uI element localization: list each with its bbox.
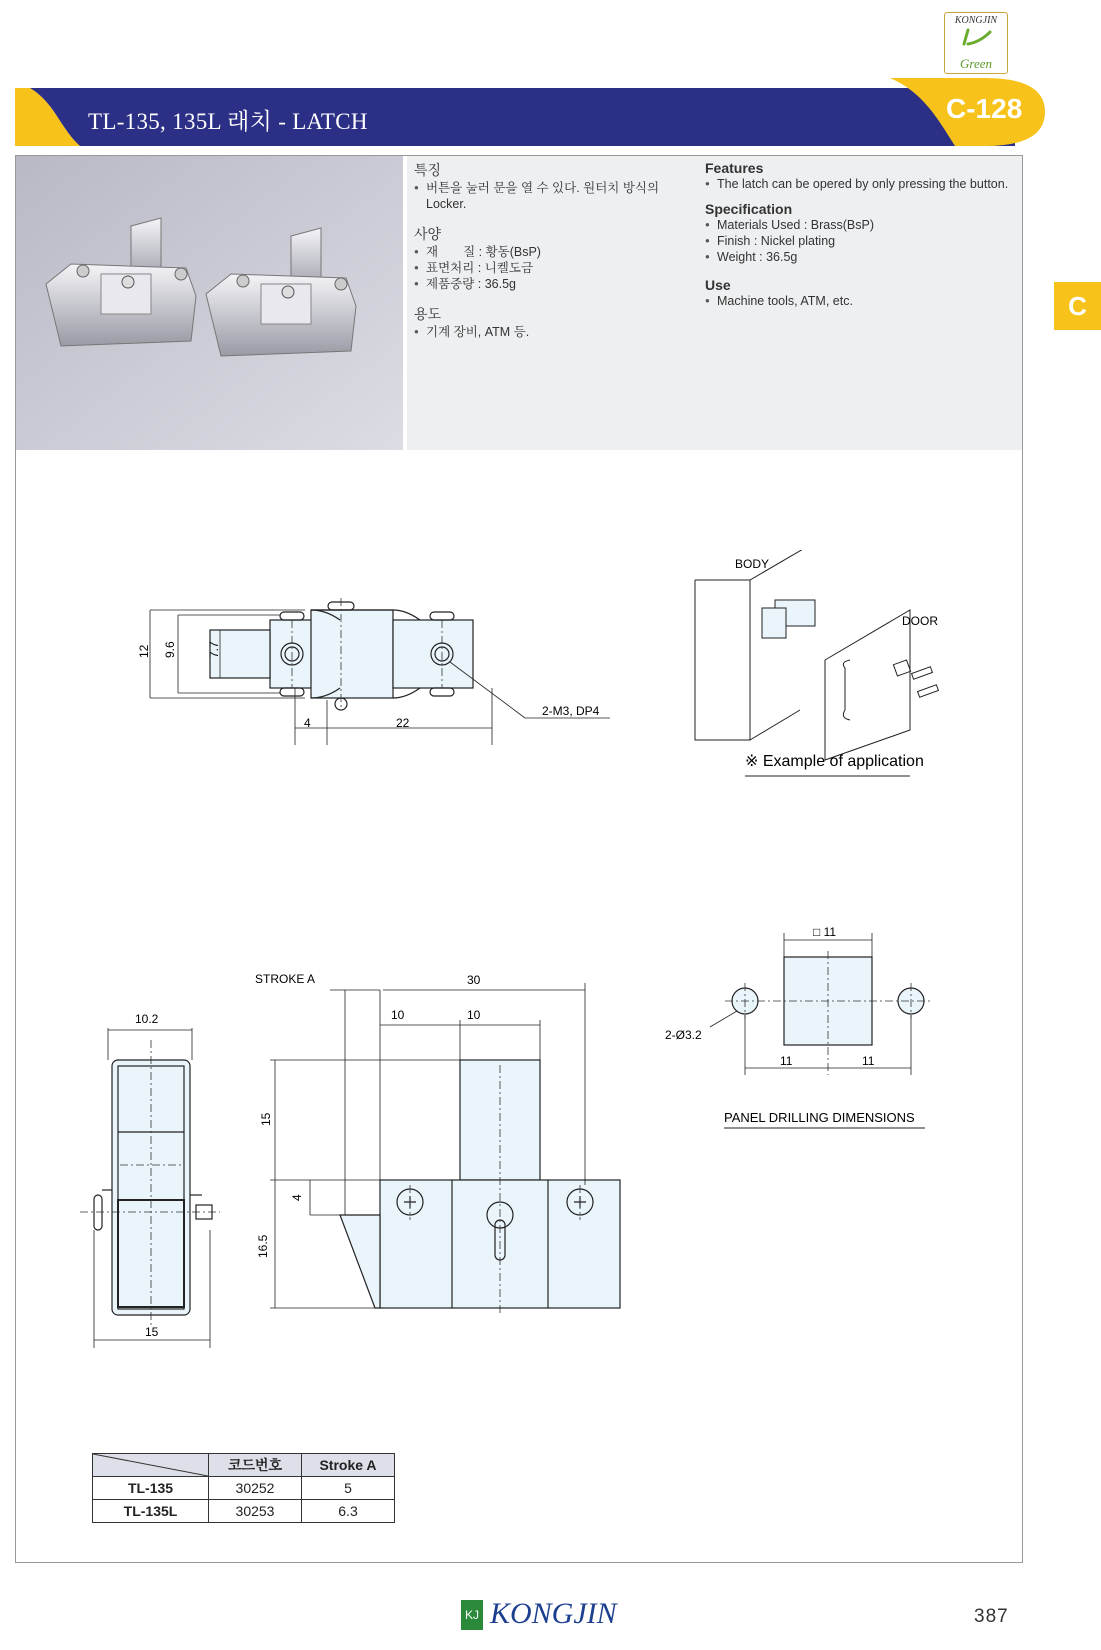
spec-en-weight: ● Weight : 36.5g (705, 249, 1023, 265)
dim-7-7-label: 7.7 (207, 641, 221, 658)
front-dim-30: 30 (467, 973, 481, 987)
panel-drilling-drawing (665, 915, 965, 1145)
english-info (705, 160, 1023, 309)
page-number: 387 (974, 1606, 1009, 1627)
table-row (93, 1477, 395, 1500)
front-dim-10a: 10 (391, 1008, 405, 1022)
kongjin-green-logo (944, 12, 1008, 74)
model-table (92, 1453, 395, 1523)
features-en-heading: Features (705, 160, 764, 176)
thread-label: 2-M3, DP4 (542, 704, 600, 718)
footer-brand: KONGJIN (490, 1597, 617, 1630)
side-dim-15: 15 (145, 1325, 159, 1339)
product-photo (16, 156, 403, 450)
use-en-item: ● Machine tools, ATM, etc. (705, 293, 1023, 309)
side-dim-10-2: 10.2 (135, 1012, 159, 1026)
panel-drilling-caption: PANEL DRILLING DIMENSIONS (724, 1110, 915, 1125)
leaf-icon (956, 26, 996, 48)
table-row (93, 1500, 395, 1523)
features-kr-item: ● 버튼을 눌러 문을 열 수 있다. 원터치 방식의 Locker. (414, 180, 696, 212)
front-dim-10b: 10 (467, 1008, 481, 1022)
front-dim-4: 4 (290, 1194, 304, 1201)
front-view-drawing (255, 965, 635, 1325)
row-model: TL-135 (93, 1477, 209, 1500)
features-kr-heading: 특징 (414, 162, 442, 178)
use-kr-heading: 용도 (414, 306, 442, 322)
drill-dim-11a: 11 (780, 1054, 793, 1068)
korean-info (414, 160, 696, 340)
row-code: 30253 (209, 1500, 302, 1523)
stroke-a-label: STROKE A (255, 972, 316, 986)
use-en-heading: Use (705, 277, 731, 293)
spec-kr-material: ● 재 질 : 황동(BsP) (414, 244, 696, 260)
application-example-drawing (690, 550, 970, 790)
use-kr-item: ● 기계 장비, ATM 등. (414, 324, 696, 340)
dim-22-label: 22 (396, 716, 410, 730)
application-caption: ※ Example of application (745, 753, 924, 770)
dim-12-label: 12 (137, 644, 151, 658)
header-stroke: Stroke A (302, 1454, 395, 1477)
latch-photo-illustration (16, 156, 403, 450)
dim-9-6-label: 9.6 (163, 641, 177, 658)
side-view-drawing (80, 1000, 240, 1360)
badge-brand: KONGJIN (954, 15, 998, 26)
drill-dim-11b: 11 (862, 1054, 875, 1068)
body-label: BODY (735, 557, 770, 571)
row-stroke: 5 (302, 1477, 395, 1500)
diagonal-line (93, 1454, 208, 1476)
spec-kr-heading: 사양 (414, 226, 442, 242)
kj-logo-mark: KJ (461, 1600, 483, 1630)
door-label: DOOR (902, 614, 938, 628)
front-dim-16-5: 16.5 (256, 1234, 270, 1258)
spec-kr-finish: ● 표면처리 : 니켈도금 (414, 260, 696, 276)
features-en-item: ● The latch can be opered by only pressing the button. (705, 176, 1023, 192)
page-title: TL-135, 135L 래치 - LATCH (88, 109, 368, 134)
row-stroke: 6.3 (302, 1500, 395, 1523)
row-code: 30252 (209, 1477, 302, 1500)
spec-en-material: ● Materials Used : Brass(BsP) (705, 217, 1023, 233)
spec-en-finish: ● Finish : Nickel plating (705, 233, 1023, 249)
square-11-label: □ 11 (813, 925, 837, 939)
spec-en-heading: Specification (705, 201, 793, 217)
page-code: C-128 (946, 93, 1023, 124)
front-dim-15: 15 (259, 1112, 273, 1126)
top-view-drawing (130, 580, 650, 780)
dim-4-label: 4 (304, 716, 311, 730)
section-tab: C (1054, 282, 1101, 330)
spec-kr-weight: ● 제품중량 : 36.5g (414, 276, 696, 292)
row-model: TL-135L (93, 1500, 209, 1523)
hole-diameter-label: 2-Ø3.2 (665, 1028, 702, 1042)
badge-label: Green (959, 56, 992, 71)
header-code: 코드번호 (209, 1454, 302, 1477)
table-corner-cell (93, 1454, 209, 1477)
